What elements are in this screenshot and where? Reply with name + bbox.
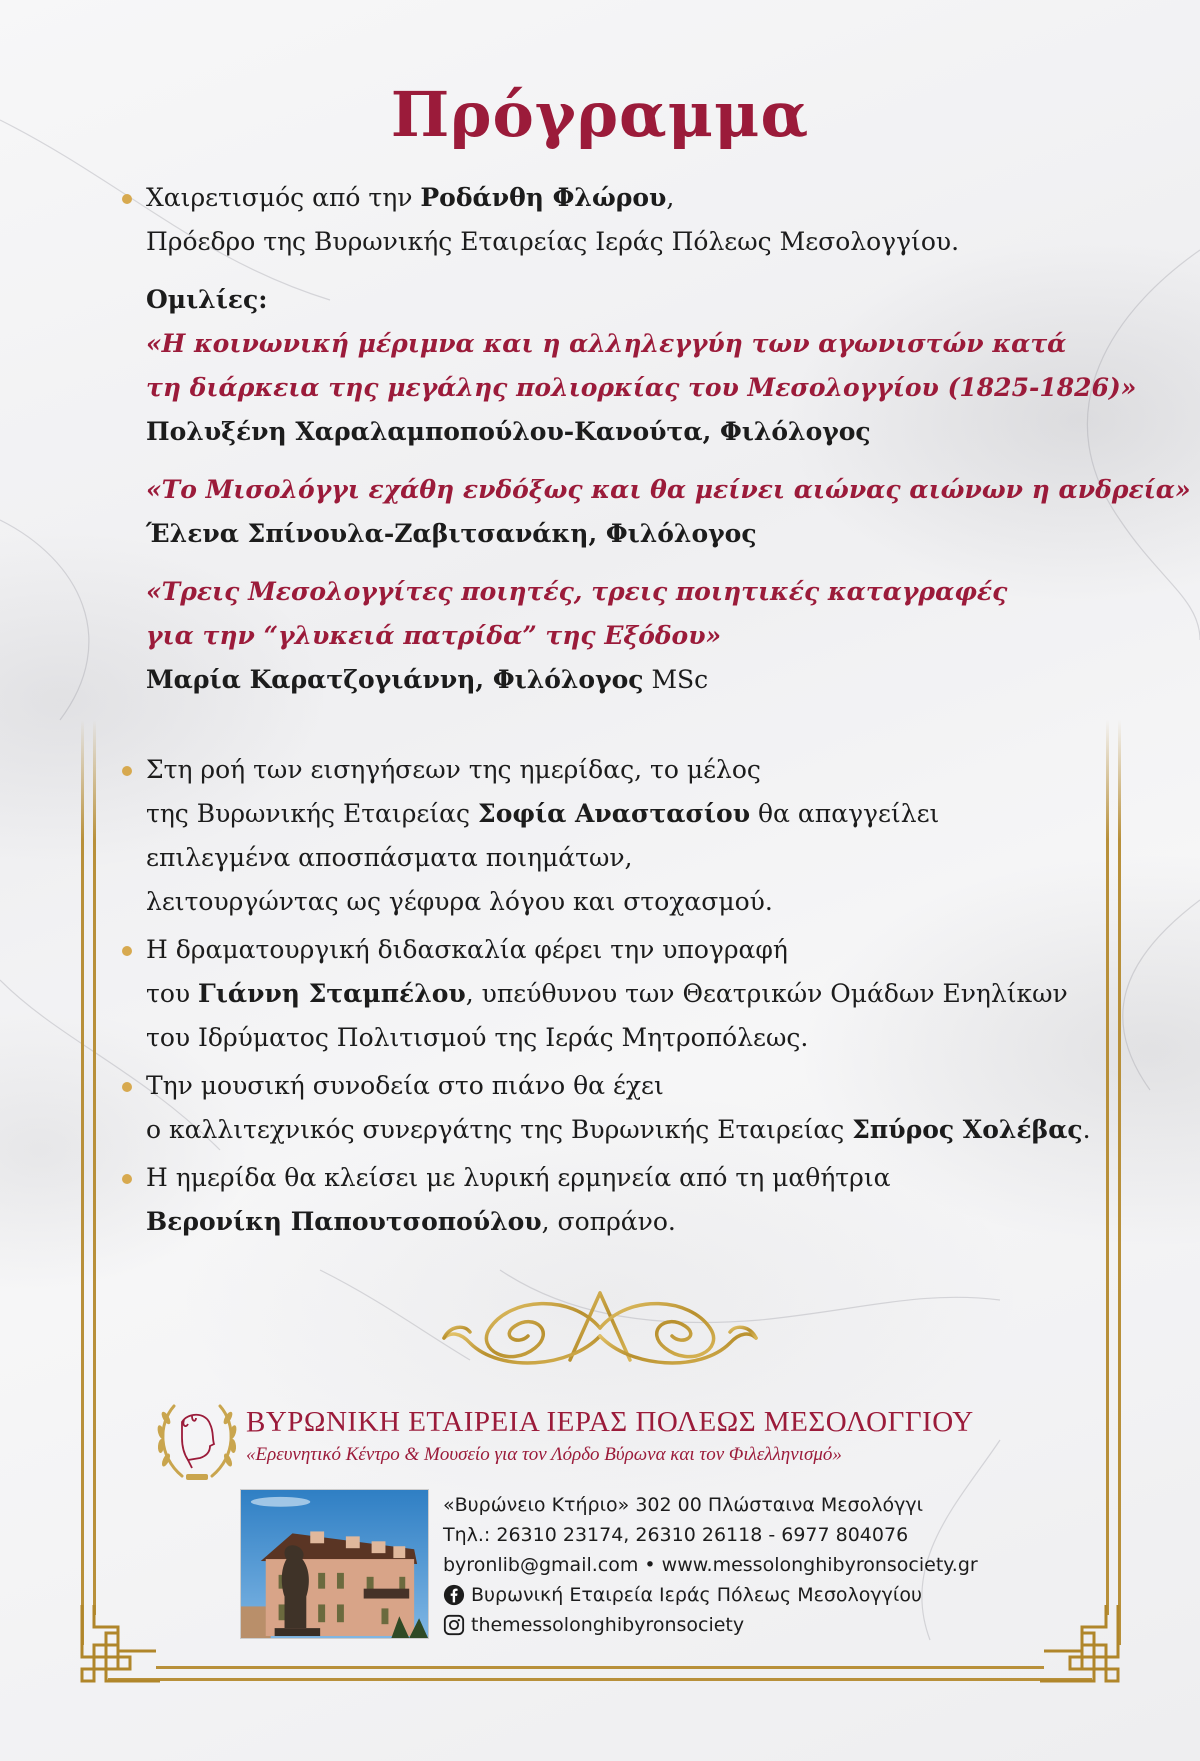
talk-title-line: για την “γλυκειά πατρίδα” της Εξόδου» [146, 621, 722, 650]
facebook-icon [443, 1584, 465, 1606]
program-item [146, 748, 1106, 924]
talks-label: Ομιλίες: [146, 285, 268, 314]
text: θα απαγγείλει [750, 799, 940, 828]
instagram-icon [443, 1614, 465, 1636]
frame-bottom-inner [156, 1666, 1044, 1669]
greeting-prefix: Χαιρετισμός από την [146, 183, 421, 212]
frame-left-outer [81, 720, 84, 1645]
greeting-line-2: Πρόεδρο της Βυρωνικής Εταιρείας Ιεράς Πόλεως Μεσολογγίου. [146, 227, 960, 256]
instagram-line[interactable] [443, 1610, 978, 1640]
person-name: Σπύρος Χολέβας [852, 1115, 1083, 1144]
speaker-name: Έλενα Σπίνουλα-Ζαβιτσανάκη, Φιλόλογος [146, 519, 757, 548]
program-content [146, 176, 1191, 1244]
person-name: Βερονίκη Παπουτσοπούλου [146, 1207, 542, 1236]
text: . [1082, 1115, 1091, 1144]
bullet-dot-icon [122, 766, 132, 776]
flourish-ornament-icon [440, 1288, 760, 1378]
corner-ornament-left [80, 1605, 160, 1685]
bullet-dot-icon [122, 1174, 132, 1184]
address: «Βυρώνειο Κτήριο» 302 00 Πλώσταινα Μεσολόγγι [443, 1494, 924, 1516]
facebook-line[interactable] [443, 1580, 978, 1610]
contact-info [443, 1490, 978, 1640]
item-line: Η ημερίδα θα κλείσει με λυρική ερμηνεία από τη μαθήτρια [146, 1163, 891, 1192]
program-item [146, 928, 1106, 1060]
instagram-handle[interactable]: themessolonghibyronsociety [471, 1614, 745, 1636]
email-web-line[interactable] [443, 1550, 978, 1580]
phone: Τηλ.: 26310 23174, 26310 26118 - 6977 804076 [443, 1524, 909, 1546]
frame-right-outer [1118, 720, 1121, 1645]
text: , υπεύθυνου των Θεατρικών Ομάδων Ενηλίκων [465, 979, 1068, 1008]
talk-item [146, 322, 1137, 454]
greeting-suffix: , [666, 183, 675, 212]
item-line [146, 792, 1106, 836]
item-line: επιλεγμένα αποσπάσματα ποιημάτων, [146, 843, 633, 872]
talks-section [146, 278, 1191, 702]
text: της Βυρωνικής Εταιρείας [146, 799, 479, 828]
speaker-suffix: MSc [643, 665, 709, 694]
bullet-dot-icon [122, 194, 132, 204]
frame-right-inner [1106, 720, 1109, 1615]
organization-tagline: «Ερευνητικό Κέντρο & Μουσείο για τον Λόρδο Βύρωνα και τον Φιλελληνισμό» [246, 1444, 842, 1465]
greeting-line-1 [146, 176, 1106, 220]
bullet-dot-icon [122, 1082, 132, 1092]
talk-item [146, 570, 1106, 702]
corner-ornament-right [1040, 1605, 1120, 1685]
talk-speaker [146, 410, 1106, 454]
text: ο καλλιτεχνικός συνεργάτης της Βυρωνικής Εταιρείας [146, 1115, 853, 1144]
frame-left-inner [93, 720, 96, 1615]
text: του [146, 979, 199, 1008]
program-item [146, 1156, 1106, 1244]
item-line: Στη ροή των εισηγήσεων της ημερίδας, το μέλος [146, 755, 761, 784]
speaker-name: Πολυξένη Χαραλαμποπούλου-Κανούτα, Φιλόλογος [146, 417, 871, 446]
person-name: Γιάννη Σταμπέλου [198, 979, 466, 1008]
byron-society-logo [152, 1398, 242, 1484]
text: , σοπράνο. [541, 1207, 676, 1236]
phone-line [443, 1520, 978, 1550]
item-line: λειτουργώντας ως γέφυρα λόγου και στοχασμού. [146, 887, 773, 916]
address-line [443, 1490, 978, 1520]
item-line [146, 1108, 1106, 1152]
item-line: του Ιδρύματος Πολιτισμού της Ιεράς Μητροπόλεως. [146, 1023, 809, 1052]
talk-title-line: «Το Μισολόγγι εχάθη ενδόξως και θα μείνει αιώνας αιώνων η ανδρεία» [146, 475, 1191, 504]
facebook-page[interactable]: Βυρωνική Εταιρεία Ιεράς Πόλεως Μεσολογγίου [471, 1584, 922, 1606]
speaker-name: Μαρία Καρατζογιάννη, Φιλόλογος [146, 665, 644, 694]
talk-title-line: τη διάρκεια της μεγάλης πολιορκίας του Μεσολογγίου (1825-1826)» [146, 373, 1137, 402]
talk-title-line: «Η κοινωνική μέριμνα και η αλληλεγγύη των αγωνιστών κατά [146, 329, 1067, 358]
email-website[interactable]: byronlib@gmail.com • www.messolonghibyronsociety.gr [443, 1554, 978, 1576]
talk-item [146, 468, 1191, 556]
talk-speaker [146, 512, 1106, 556]
program-item [146, 1064, 1106, 1152]
frame-bottom-outer [108, 1678, 1092, 1681]
president-name: Ροδάνθη Φλώρου [420, 183, 667, 212]
item-line [146, 1200, 1106, 1244]
bullet-dot-icon [122, 946, 132, 956]
item-line: Η δραματουργική διδασκαλία φέρει την υπογραφή [146, 935, 788, 964]
talk-speaker [146, 658, 1106, 702]
item-line: Την μουσική συνοδεία στο πιάνο θα έχει [146, 1071, 664, 1100]
greeting-item [146, 176, 1106, 264]
person-name: Σοφία Αναστασίου [478, 799, 751, 828]
item-line [146, 972, 1106, 1016]
byron-building-photo [240, 1489, 429, 1639]
page-title: Πρόγραμμα [390, 78, 810, 151]
talk-title-line: «Τρεις Μεσολογγίτες ποιητές, τρεις ποιητικές καταγραφές [146, 577, 1008, 606]
organization-name: ΒΥΡΩΝΙΚΗ ΕΤΑΙΡΕΙΑ ΙΕΡΑΣ ΠΟΛΕΩΣ ΜΕΣΟΛΟΓΓΙΟΥ [246, 1406, 974, 1438]
